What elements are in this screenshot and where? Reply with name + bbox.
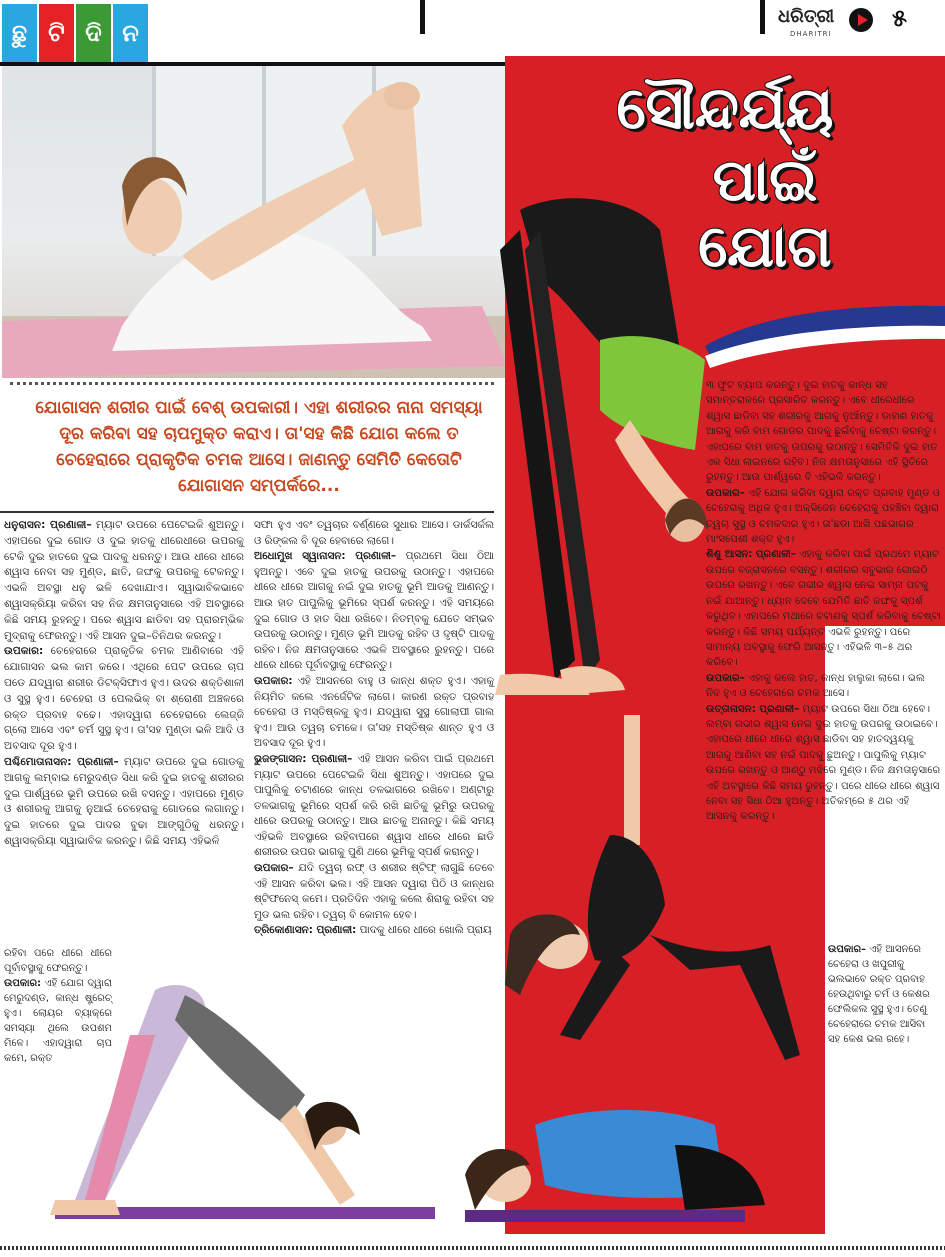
section-tag-char: ଟି	[39, 4, 74, 62]
section-tag-char: ଦି	[76, 4, 111, 62]
paragraph: ପାଦକୁ ଧୀରେ ଧୀରେ ଖୋଲି ପ୍ରାୟ	[359, 924, 492, 937]
paragraph: ମ୍ୟାଟ ଉପରେ ସିଧା ଠିଆ ହେବେ। ଲମ୍ବା ଗଭୀର ଶ୍ୱାସ ନେଇ ଦୁଇ ହାତକୁ ଉପରକୁ ଉଠାଇବେ। ଏହାପରେ ଧୀରେ ଧୀରେ ଶ୍ୱାସ ଛାଡିବା ସହ ହାତଦ୍ୱୟକୁ ଆଗକୁ ଆଣିବା ସହ ନଇଁ ପାଦକୁ ଛୁଅନ୍ତୁ। ପାପୁଲିକୁ ମ୍ୟାଟ ଉପରେ ରଖନ୍ତୁ ଓ ଆଣ୍ଠୁ ମଝିରେ ମୁଣ୍ଡ। ନିଜ କ୍ଷମତାନୁସାରେ ଏହି ଅବସ୍ଥାରେ କିଛି ସମୟ ରୁହନ୍ତୁ। ପରେ ଧୀରେ ଧୀରେ ଶ୍ୱାସ ନେବା ସହ ସିଧା ଠିଆ ହୁଅନ୍ତୁ। ଅତିକମ୍‌ରେ ୫ ଥର ଏହି ଆସନକୁ କରନ୍ତୁ।	[706, 703, 941, 823]
asana-heading: ଭୁଜଙ୍ଗାସନ: ପ୍ରଣାଳୀ–	[254, 752, 353, 765]
paragraph: ମ୍ୟାଟ ଉପରେ ଦୁଇ ଗୋଡକୁ ଆଗକୁ ଲମ୍ବାଇ ମେରୁଦଣ୍ଡ ସିଧା କରି ଦୁଇ ହାତକୁ ଶରୀରର ଦୁଇ ପାର୍ଶ୍ୱରେ ଭୂମି ଉପରେ ରଖି ବସନ୍ତୁ। ଏହାପରେ ମୁଣ୍ଡ ଓ ଶରୀରକୁ ଆଗକୁ ନୁଆଇଁ ଚେହେରାକୁ ଗୋଡରେ ଲଗାନ୍ତୁ। ଦୁଇ ହାତରେ ଦୁଇ ପାଦର ବୁଢା ଆଙ୍ଗୁଠିକୁ ଧରନ୍ତୁ। ଶ୍ୱାସକ୍ରିୟା ସ୍ୱାଭାବିକ କରନ୍ତୁ। କିଛି ସମୟ ଏହିଭଳି	[4, 755, 244, 847]
asana-heading: ଉତ୍ତାନାସନ: ପ୍ରଣାଳୀ–	[706, 703, 800, 715]
title-line-2: ପାଇଁ	[712, 146, 818, 214]
intro-separator	[0, 511, 490, 513]
asana-heading: ଅଧୋମୁଖ ସ୍ୱାନାସନ: ପ୍ରଣାଳୀ–	[254, 550, 397, 563]
title-line-1: ସୌନ୍ଦର୍ଯ୍ୟ	[616, 74, 834, 142]
paragraph: ଏହାକୁ କଲେ ହାତ, କାନ୍ଧ ହାଲୁକା ଲାଗେ। ଭଲ ନିଦ ହୁଏ ଓ ଚେହେରାରେ ଚମକ ଆସେ।	[706, 672, 925, 700]
benefit-heading: ଉପକାର–	[706, 487, 745, 499]
page-number: ୫	[892, 4, 907, 32]
brand-logo: ଧରିତ୍ରୀ	[778, 6, 835, 27]
paragraph: ଚେହେରାରେ ପ୍ରାକୃତିକ ଚମକ ଆଣିବାରେ ଏହି ଯୋଗାସନ ଭଲ କାମ କରେ। ଏଥିରେ ପେଟ ଉପରେ ଚାପ ପଡେ ଯଦ୍ୱାରା ଶରୀର ଡିଟକ୍ସିଫାଏ ହୁଏ। ଉଦର ଶକ୍ତିଶାଳୀ ଓ ସୁସ୍ଥ ହୁଏ। ଚେହେରା ଓ ପେଲଭିକ୍ ବା ଶ୍ରୋଣୀ ଅଞ୍ଚଳରେ ରକ୍ତ ପ୍ରବାହ ବଢେ। ଏହାଦ୍ୱାରା ଚେହେରାରେ ଲେଜ୍ଜି ଗ୍ଲୋ ଆସେ ଏବଂ ଚର୍ମ ସୁସ୍ଥ ହୁଏ। ତା'ସହ ମୁଣ୍ଡା ଭଳି ଆଦି ଓ ଅବସାଦ ଦୂର ହୁଏ।	[4, 645, 244, 753]
intro-text: ଯୋଗାସନ ଶରୀର ପାଇଁ ବେଶ୍ ଉପକାରୀ। ଏହା ଶରୀରର ନାନା ସମସ୍ୟା ଦୂର କରିବା ସହ ଚାପମୁକ୍ତ କରାଏ। ତା'ସହ କିଛି ଯୋଗ କଲେ ତ ଚେହେରାରେ ପ୍ରାକୃତିକ ଚମକ ଆସେ। ଜାଣନ୍ତୁ ସେମିତି କେତୋଟି ଯୋଗାସନ ସମ୍ପର୍କରେ...	[35, 398, 483, 496]
paragraph: ଏହି ଆସନରେ ଚେହେରା ଓ ଖପୁରୀକୁ ଭଲଭାବେ ରକ୍ତ ପ୍ରବାହ ହେଉଥିବାରୁ ଚର୍ମ ଓ କେଶର ଫେଲିକଲ ସୁସ୍ଥ ହୁଏ। ତେଣୁ ଚେହେରାରେ ଚମକ ଆସିବା ସହ କେଶ ଭଲ ରହେ।	[828, 944, 930, 1045]
benefit-heading: ଉପକାର–	[254, 862, 294, 875]
woman-child-pose-photo	[435, 1085, 795, 1235]
play-icon	[849, 8, 873, 32]
paragraph: ୩ ଫୁଟ ବ୍ୟାପ କରନ୍ତୁ। ଦୁଇ ହାତକୁ କାନ୍ଧ ସହ ସମାନ୍ତରାଳରେ ପ୍ରସାରିତ କରନ୍ତୁ। ଏବେ ଧୀରେଧୀରେ ଶ୍ୱାସ ଛାଡିବା ସହ ଶରୀରକୁ ଆଗକୁ ନୁଆଁନ୍ତୁ। ଡାହାଣ ହାତକୁ ଆଗକୁ କରି ବାମ ଗୋଡର ପାଦକୁ ଛୁଇଁବାକୁ ଚେଷ୍ଟା କରନ୍ତୁ। ଏହାପରେ ବାମ ହାତକୁ ଉପରକୁ ଉଠାନ୍ତୁ। ସେମିତିକି ଦୁଇ ହାତ ଏକ ସିଧା ଲାଇନରେ ରହିବ। ନିଜ କ୍ଷମତାନୁସାରେ ଏହି ସ୍ଥିତିରେ ରୁହନ୍ତୁ। ଆଉ ପାର୍ଶ୍ୱରେ ବି ଏହିଭଳି କରନ୍ତୁ।	[706, 380, 938, 484]
text-column-3	[706, 378, 942, 825]
section-tag-char: ଛୁ	[2, 4, 37, 62]
footer-rule	[0, 1246, 945, 1250]
paragraph: ଏହି ଯୋଗ ଦ୍ୱାରା ମେରୁଦଣ୍ଡ, କାନ୍ଧ ଷ୍ଟ୍ରେଚ୍ ହୁଏ। ଲୋୟର ବ୍ୟାକ୍‌ରେ ସମସ୍ୟା ଥିଲେ ଉପଶମ ମିଳେ। ଏହାଦ୍ୱାରା ଚାପ କମେ, ରକ୍ତ	[4, 978, 112, 1064]
brand-sub: DHARITRI	[790, 30, 832, 38]
asana-heading: ଧନୁରାସନ: ପ୍ରଣାଳୀ–	[4, 519, 92, 531]
woman-forward-bend-photo	[480, 190, 740, 720]
benefit-heading: ଉପକାର–	[828, 944, 867, 955]
benefit-heading: ଉପକାର:	[4, 978, 42, 989]
header-divider	[420, 0, 425, 34]
asana-heading: ପଶ୍ଚିମୋତାନାସନ: ପ୍ରଣାଳୀ–	[4, 755, 119, 768]
paragraph: ଏହାକୁ କରିବା ପାଇଁ ପ୍ରଥମେ ମ୍ୟାଟ ଉପରେ ବଜ୍ରାସନରେ ବସନ୍ତୁ। ଶରୀରର ସବୁଭାର ଗୋଇଠି ଉପରେ ରଖନ୍ତୁ। ଏବେ ଗଭୀର ଶ୍ୱାସ ନେଇ ସାମ୍ନା ପଟକୁ ନଇଁ ଯାଆନ୍ତୁ। ଧ୍ୟାନ ଦେବେ ଯେମିତି ଛାତି ଜଙ୍ଘକୁ ସ୍ପର୍ଶ କରୁଥିବ। ଏହାପରେ ମଥାରେ ଚଟାଣକୁ ସ୍ପର୍ଶ କରିବାକୁ ଚେଷ୍ଟା କରନ୍ତୁ। କିଛି ସମୟ ପର୍ଯ୍ୟନ୍ତ ଏଭଳି ରୁହନ୍ତୁ। ପରେ ସାମାନ୍ୟ ଅବସ୍ଥାକୁ ଫେରି ଆସନ୍ତୁ। ଏହିଭଳି ୩–୫ ଥର କରିବେ।	[706, 549, 942, 669]
asana-heading: ଶିଶୁ ଆସନ: ପ୍ରଣାଳୀ–	[706, 549, 796, 561]
paragraph: ଏହି ଆସନରେ ବାହୁ ଓ କାନ୍ଧ ଶକ୍ତ ହୁଏ। ଏହାକୁ ନିୟମିତ କଲେ ଏନର୍ଜେଟିକ ଲାଗେ। କାରଣ ରକ୍ତ ପ୍ରବାହ ଚେହେରା ଓ ମସ୍ତିଷ୍କକୁ ହୁଏ। ଯଦ୍ୱାରା ସୁସ୍ଥ ଗୋଲାପୀ ଗାଲ ହୁଏ। ଆଉ ତ୍ୱଚା ଚମକେ। ତା'ସହ ମସ୍ତିଷ୍କ ଶାନ୍ତ ହୁଏ ଓ ଅବସାଦ ଦୂର ହୁଏ।	[254, 674, 494, 750]
text-column-1	[4, 518, 244, 850]
header-divider	[760, 0, 765, 34]
text-column-3b	[828, 942, 940, 1047]
paragraph: ଏହି ଆସନ କରିବା ପାଇଁ ପ୍ରଥମେ ମ୍ୟାଟ ଉପରେ ପେଟେଇକି ସିଧା ଶୁଅନ୍ତୁ। ଏହାପରେ ଦୁଇ ପାପୁଲିକୁ ଚଟାଣରେ କାନ୍ଧ ତଳଭାଗରେ ରଖିବେ। ଅଣ୍ଟାରୁ ତଳଭାଗକୁ ଭୂମିରେ ସ୍ପର୍ଶ କରି ରଖି ଛାତିକୁ ଭୂମିରୁ ଉପରକୁ ଧୀରେ ଉପରକୁ ଉଠାନ୍ତୁ। ଆଉ ଛାତକୁ ଅନାନ୍ତୁ। କିଛି ସମୟ ଏହିଭଳି ଅବସ୍ଥାରେ ରହିବାପରେ ଶ୍ୱାସ ଧୀରେ ଧୀରେ ଛାଡି ଶରୀରର ଉପର ଭାଗକୁ ପୁଣି ଥରେ ଭୂମିକୁ ସ୍ପର୍ଶ କରାନ୍ତୁ।	[254, 752, 495, 859]
benefit-heading: ଉପକାର–	[706, 672, 745, 684]
benefit-heading: ଉପକାର:	[254, 674, 293, 687]
text-column-2	[254, 518, 494, 939]
paragraph: ମ୍ୟାଟ ଉପରେ ପେଟେଇକି ଶୁଅନ୍ତୁ। ଏହାପରେ ଦୁଇ ଗୋଡ ଓ ଦୁଇ ହାତକୁ ଧୀରେଧୀରେ ଉପରକୁ ଟେକି ଦୁଇ ହାତରେ ଦୁଇ ପାଦକୁ ଧରନ୍ତୁ। ଆଉ ଧୀରେ ଧୀରେ ଶ୍ୱାସ ନେବା ସହ ମୁଣ୍ଡ, ଛାତି, ଜଙ୍ଘକୁ ଉପରକୁ ଟେକନ୍ତୁ। ଏଭଳି ଅବସ୍ଥା ଧନୁ ଭଳି ଦେଖାଯାଏ। ସ୍ୱାଭାବିକଭାବେ ଶ୍ୱାସକ୍ରିୟା କରିବା ସହ ନିଜ କ୍ଷମତାନୁସାରେ ଏହି ଅବସ୍ଥାରେ କିଛି ସମୟ ରୁହନ୍ତୁ। ପରେ ଶ୍ୱାସ ଛାଡିବା ସହ ପ୍ରାରମ୍ଭିକ ମୁଦ୍ରାକୁ ଫେରନ୍ତୁ। ଏହି ଆସନ ଦୁଇ–ତିନିଥର କରନ୍ତୁ।	[4, 519, 244, 642]
text-column-1b	[4, 946, 112, 1066]
section-tag-char: ନ	[113, 4, 148, 62]
asana-heading: ତ୍ରିକୋଣାସନ: ପ୍ରଣାଳୀ:	[254, 924, 357, 937]
benefit-heading: ଉପକାର:	[4, 645, 44, 658]
paragraph: ସଫା ହୁଏ ଏବଂ ତ୍ୱଚାର ବର୍ଣ୍ଣରେ ସୁଧାର ଆସେ। ଡାର୍କସର୍କଲ ଓ ରିଙ୍କଲ ବି ଦୂର ହେବାରେ ଲାଗେ।	[254, 519, 494, 547]
paragraph: ଯଦି ତ୍ୱଚା ରଫ୍ ଓ ଶରୀର ଷ୍ଟିଫ୍ ଲାଗୁଛି ତେବେ ଏହି ଆସନ କରିବା ଭଲ। ଏହି ଆସନ ଦ୍ୱାରା ପିଠି ଓ କାନ୍ଧର ଷ୍ଟିଫନେସ୍ କମେ। ପ୍ରତିଦିନ ଏହାକୁ କଲେ ଶିରାକୁ ରହିବା ସହ ମୁଡ ଭଲ ରହିବ। ତ୍ୱଚା ବି କୋମଳ ହେବ।	[254, 862, 494, 921]
paragraph: ପ୍ରଥମେ ସିଧା ଠିଆ ହୁଅନ୍ତୁ। ଏବେ ଦୁଇ ହାତକୁ ଉପରକୁ ଉଠାନ୍ତୁ। ଏହାପରେ ଧୀରେ ଧୀରେ ଆଗକୁ ନଇଁ ଦୁଇ ହାତକୁ ଭୂମି ଆଡକୁ ଆଣନ୍ତୁ। ଆଉ ହାତ ପାପୁଲିକୁ ଭୂମିରେ ସ୍ପର୍ଶ କରନ୍ତୁ। ଏହି ସମୟରେ ଦୁଇ ଗୋଡ ଓ ହାତ ସିଧା ରଖିବେ। ନିତମ୍ବକୁ ଯେତେ ସମ୍ଭବ ଉପରକୁ ଉଠାନ୍ତୁ। ମୁଣ୍ଡ ଭୂମି ଆଡକୁ ରହିବ ଓ ଦୃଷ୍ଟି ପାଦକୁ ରହିବ। ନିଜ କ୍ଷମତାନୁସାରେ ଏଭଳି ଅବସ୍ଥାରେ ରୁହନ୍ତୁ। ପରେ ଧୀରେ ଧୀରେ ପୂର୍ବାବସ୍ଥାକୁ ଫେରନ୍ତୁ।	[254, 550, 494, 672]
paragraph: ରହିବା ପରେ ଧୀରେ ଧୀରେ ପୂର୍ବାବସ୍ଥାକୁ ଫେରନ୍ତୁ।	[4, 948, 112, 974]
woman-bow-pose-photo	[2, 66, 507, 378]
title-line-3: ଯୋଗ	[698, 212, 832, 280]
paragraph: ଏହି ଯୋଗ କରିବା ଦ୍ୱାରା ରକ୍ତ ପ୍ରବାହ ମୁଣ୍ଡ ଓ ଚେହେରାକୁ ଅଧିକ ହୁଏ। ଅକ୍ସିଜେନ ଚେହେରାକୁ ପହଞ୍ଚିବା ଦ୍ୱାରା ତ୍ୱଚା ସୁସ୍ଥ ଓ ଚମକଦାର ହୁଏ। ତା'ଛଡା ଆଖି ପଛଭାଗର ମାଂସପେଶୀ ଶକ୍ତ ହୁଏ।	[706, 487, 940, 546]
